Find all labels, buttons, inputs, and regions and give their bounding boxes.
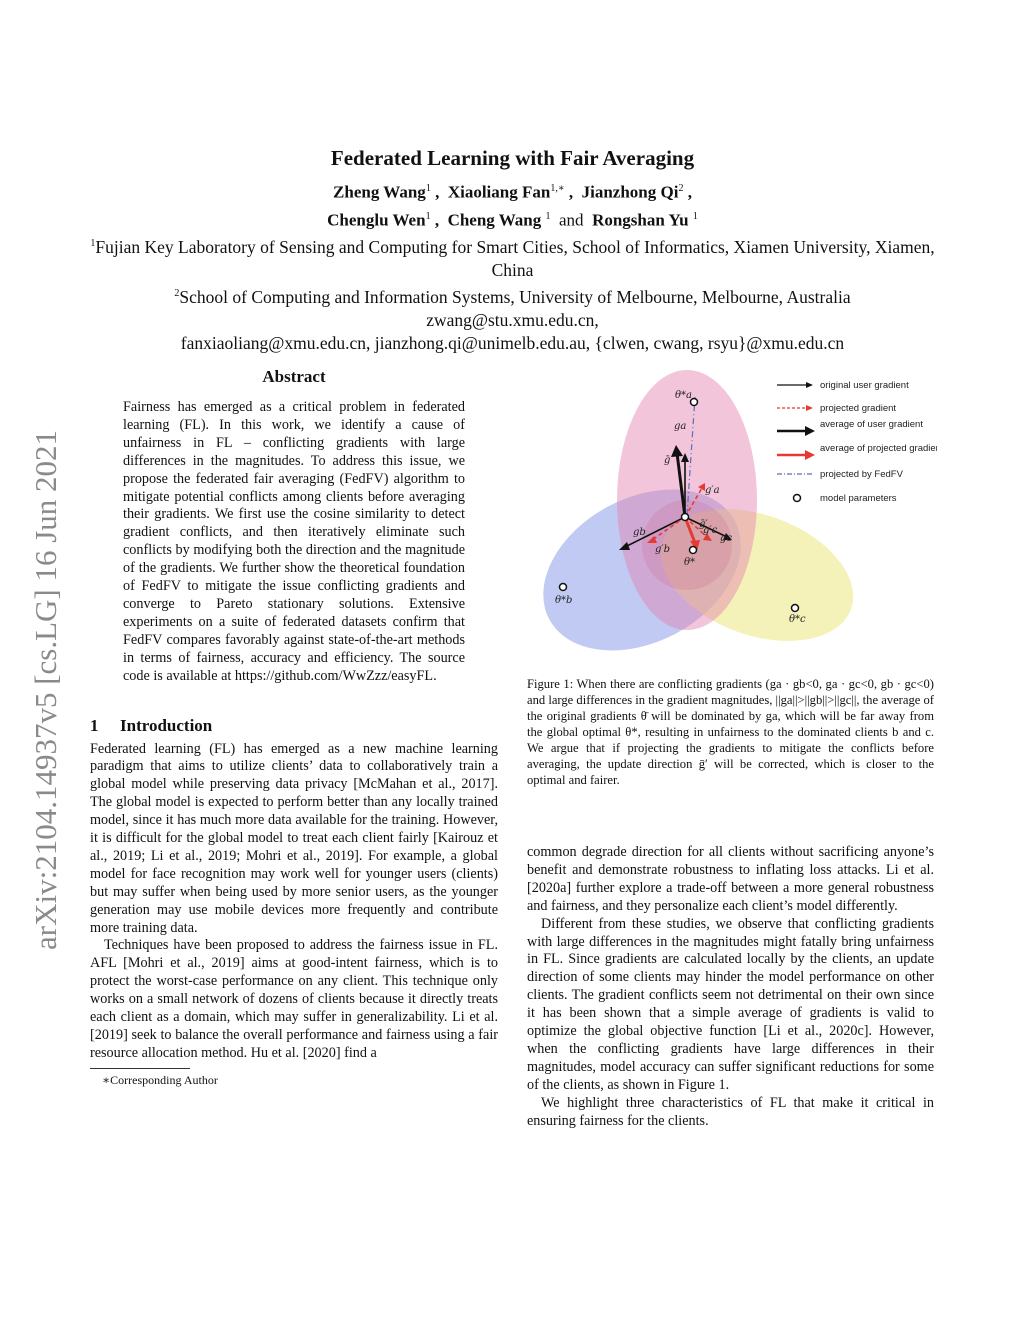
figure-caption: Figure 1: When there are conflicting gradients (ga · gb<0, ga · gc<0, gb · gc<0) and large differences in the gradient magnitudes, ||ga||>||gb||>||gc||, the average of the original gradients θ̄ will be dominated by ga, which will be far away from the global optimal θ*, resulting in unfairness to the dominated clients b and c. We argue that if projecting the gradients to mitigate the conflicts before averaging, the update direction ḡ′ will be corrected, which is closer to the optimal and fairer.: [527, 677, 934, 787]
paper-header: [90, 142, 935, 355]
label-theta-a: θ*a: [675, 390, 692, 401]
legend-projected-gradient: projected gradient: [820, 403, 897, 414]
figure-1: [527, 365, 937, 665]
right-column: [527, 844, 934, 1131]
affiliation-1: Fujian Key Laboratory of Sensing and Computing for Smart Cities, School of Informatics, Xiamen University, Xiamen, China: [95, 237, 935, 281]
footnote: ∗Corresponding Author: [102, 1072, 218, 1087]
theta-c-point: [792, 605, 799, 612]
label-g-b-prime: g′b: [655, 544, 671, 555]
legend-average-user-gradient: average of user gradient: [820, 419, 923, 430]
label-g-bar: ḡ: [664, 455, 671, 466]
label-g-c-prime: g′c: [703, 525, 718, 536]
label-g-a: ga: [674, 421, 687, 432]
label-theta-b: θ*b: [555, 595, 573, 606]
gradient-diagram: [527, 365, 937, 665]
body-paragraph-3: We highlight three characteristics of FL that make it critical in ensuring fairness for the clients.: [527, 1094, 934, 1129]
intro-paragraph-2: Techniques have been proposed to address the fairness issue in FL. AFL [Mohri et al., 2019] aims at good-intent fairness, which is to protect the worst-case performance on any client. This technique only works on a small network of dozens of clients because it directly treats each client as a domain, which may suffer in generalizability. Li et al. [2019] seek to balance the overall performance and fairness using a fair resource allocation method. Hu et al. [2020] find a: [90, 937, 498, 1061]
footnote-divider: [90, 1068, 190, 1069]
author-name: Rongshan Yu: [592, 210, 689, 230]
abstract-text: Fairness has emerged as a critical problem in federated learning (FL). In this work, we identify a cause of unfairness in FL – conflicting gradients with large differences in the magnitudes. To address this issue, we propose the federated fair averaging (FedFV) algorithm to mitigate potential conflicts among clients before averaging their gradients. We first use the cosine similarity to detect gradient conflicts, and then iteratively eliminate such conflicts by modifying both the direction and the magnitude of the gradients. We further show the theoretical foundation of FedFV to mitigate the issue conflicting gradients and converge to Pareto stationary solutions. Extensive experiments on a suite of federated datasets confirm that FedFV compares favorably against state-of-the-art methods in terms of fairness, accuracy and efficiency. The source code is available at https://github.com/WwZzz/easyFL.: [123, 399, 465, 684]
email-line-2: fanxiaoliang@xmu.edu.cn, jianzhong.qi@unimelb.edu.au, {clwen, cwang, rsyu}@xmu.edu.cn: [180, 332, 845, 353]
paper-title: Federated Learning with Fair Averaging: [330, 146, 695, 170]
author-list: Zheng Wang$^1$ , Xiaoliang Fan$^{1,∗}$ , Jianzhong Qi$^2$ , Chenglu Wen$^1$ , Cheng Wang $^1$ and Rongshan Yu $^1$: [327, 182, 698, 230]
figure-legend: [777, 380, 937, 504]
author-name: Jianzhong Qi: [581, 182, 679, 202]
body-paragraph-2: Different from these studies, we observe that conflicting gradients with large differences in the magnitudes might fatally bring unfairness in FL. Since gradients are calculated locally by the clients, an update direction of some clients may hinder the model performance on other clients. The gradient conflicts seem not detrimental on their own since it has been shown that a simple average of gradients is valid to optimize the global objective function [Li et al., 2020c]. However, when the conflicting gradients have large differences in their magnitudes, model accuracy can suffer significant reductions for some of the clients, as shown in Figure 1.: [527, 915, 934, 1093]
label-theta-star: θ*: [684, 557, 696, 568]
section-heading: 1 Introduction: [90, 715, 213, 735]
label-g-a-prime: g′a: [705, 485, 720, 496]
label-g-c: gc: [720, 533, 733, 544]
author-name: Chenglu Wen: [327, 210, 426, 230]
email-line-1: zwang@stu.xmu.edu.cn,: [426, 309, 599, 330]
body-paragraph-1: common degrade direction for all clients without sacrificing anyone’s benefit and demonstrate robustness to inflating loss attacks. Li et al. [2020a] further explore a trade-off between a more general robustness and fairness, and they personalize each client’s model differently.: [527, 844, 934, 914]
label-g-b: gb: [633, 527, 646, 538]
affiliation-2: School of Computing and Information Systems, University of Melbourne, Melbourne, Australia: [179, 286, 851, 307]
theta-b-point: [560, 584, 567, 591]
intro-paragraph-1: Federated learning (FL) has emerged as a new machine learning paradigm that aims to utilize clients’ data to collaboratively train a global model while preserving data privacy [McMahan et al., 2017]. The global model is expected to perform better than any locally trained model, since it has much more data available for the training. However, it is difficult for the global model to treat each client fairly [Kairouz et al., 2019; Li et al., 2019; Mohri et al., 2019]. For example, a global model for face recognition may work well for younger users (clients) but may suffer when being used by more senior users, as the younger generation may use mobile devices more frequently and contribute more training data.: [90, 740, 498, 936]
legend-original-gradient: original user gradient: [820, 380, 909, 391]
legend-model-parameters: model parameters: [820, 493, 897, 504]
label-g-bar-prime: ḡ′: [699, 519, 708, 530]
arxiv-identifier: arXiv:2104.14937v5 [cs.LG] 16 Jun 2021: [28, 429, 63, 950]
theta-star-point: [690, 547, 697, 554]
label-theta-c: θ*c: [789, 614, 806, 625]
legend-projected-fedfv: projected by FedFV: [820, 469, 903, 480]
author-name: Zheng Wang: [333, 182, 426, 202]
abstract-heading: Abstract: [262, 367, 326, 386]
author-name: Xiaoliang Fan: [447, 182, 551, 202]
left-column: [90, 367, 498, 1088]
origin-point: [682, 514, 689, 521]
affiliations: $^1$Fujian Key Laboratory of Sensing and Computing for Smart Cities, School of Informatics, Xiamen University, Xiamen, China $^2$School of Computing and Information Systems, University of Melbourne, Melbourne, Australia zwang@stu.xmu.edu.cn, fanxiaoliang@xmu.edu.cn, jianzhong.qi@unimelb.edu.au, {clwen, cwang, rsyu}@xmu.edu.cn: [90, 237, 935, 353]
legend-average-projected-gradient: average of projected gradient: [820, 443, 937, 454]
author-name: Cheng Wang: [447, 210, 542, 230]
